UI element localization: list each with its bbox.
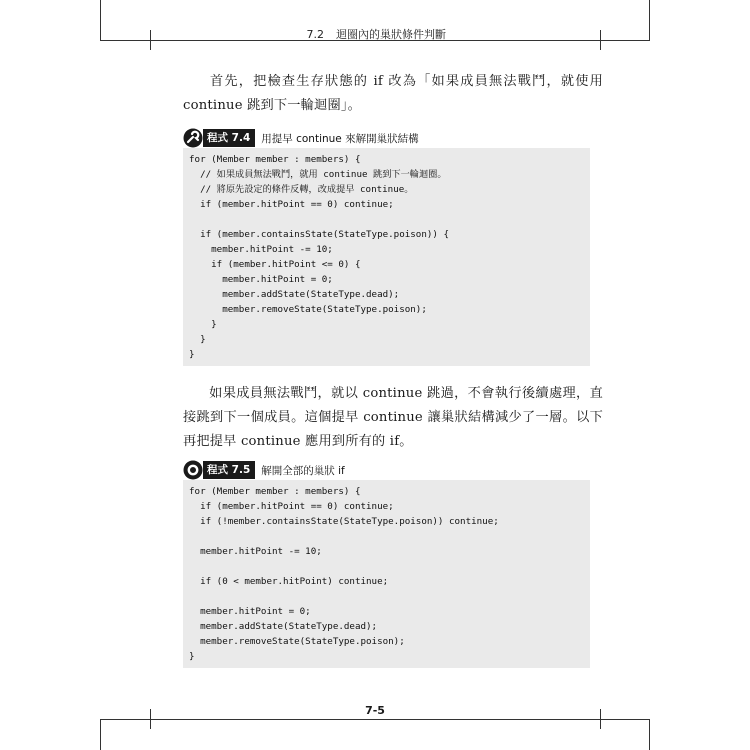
crop-mark-tl [100, 0, 101, 40]
code-line: member.hitPoint = 0; [189, 274, 333, 285]
code-line: if (!member.containsState(StateType.poison)) continue; [189, 516, 499, 527]
code-line: } [189, 334, 206, 345]
ring-icon [183, 460, 205, 480]
code-listing-7-5 [183, 480, 590, 668]
code-listing-7-4 [183, 148, 590, 366]
code-line: member.removeState(StateType.poison); [189, 636, 405, 647]
code-line: if (member.hitPoint <= 0) { [189, 259, 361, 270]
code-line: // 如果成員無法戰鬥，就用 continue 跳到下一輪迴圈。 [189, 169, 447, 180]
code-line: // 將原先設定的條件反轉，改成提早 continue。 [189, 184, 414, 195]
code-line: if (member.hitPoint == 0) continue; [189, 199, 394, 210]
listing-tag: 程式 7.4 [203, 129, 255, 147]
code-line: member.hitPoint -= 10; [189, 244, 333, 255]
crop-mark-bl [100, 719, 101, 750]
code-line: if (member.containsState(StateType.poison)) { [189, 229, 449, 240]
listing-caption: 解開全部的巢狀 if [261, 464, 345, 477]
code-line: if (member.hitPoint == 0) continue; [189, 501, 394, 512]
bottom-rule [100, 719, 650, 720]
code-line: } [189, 349, 195, 360]
section-title: 迴圈內的巢狀條件判斷 [336, 28, 446, 41]
listing-7-4-heading [183, 128, 419, 148]
page-number: 7-5 [365, 704, 385, 717]
wrench-icon [183, 128, 205, 148]
code-line [189, 212, 590, 227]
code-line: } [189, 319, 217, 330]
running-header [307, 26, 447, 42]
code-line: } [189, 651, 195, 662]
code-line: member.removeState(StateType.poison); [189, 304, 427, 315]
listing-tag: 程式 7.5 [203, 461, 255, 479]
code-line: member.hitPoint = 0; [189, 606, 311, 617]
section-number: 7.2 [306, 28, 324, 41]
crop-mark-br [649, 719, 650, 750]
code-line: member.addState(StateType.dead); [189, 289, 400, 300]
code-line: for (Member member : members) { [189, 486, 361, 497]
code-line: member.hitPoint -= 10; [189, 546, 322, 557]
crop-tick-tr [600, 30, 601, 50]
code-line: for (Member member : members) { [189, 154, 361, 165]
code-line [189, 529, 590, 544]
crop-tick-tl [150, 30, 151, 50]
code-line [189, 589, 590, 604]
body-paragraph-1: 首先，把檢查生存狀態的 if 改為「如果成員無法戰鬥，就使用 continue 跳到下一輪迴圈」。 [183, 74, 603, 113]
code-line: member.addState(StateType.dead); [189, 621, 378, 632]
code-line [189, 559, 590, 574]
code-line: if (0 < member.hitPoint) continue; [189, 576, 389, 587]
crop-mark-tr [649, 0, 650, 40]
listing-caption: 用提早 continue 來解開巢狀結構 [261, 132, 419, 145]
listing-7-5-heading [183, 460, 345, 480]
body-paragraph-2: 如果成員無法戰鬥，就以 continue 跳過，不會執行後續處理，直接跳到下一個成員。這個提早 continue 讓巢狀結構減少了一層。以下再把提早 continue 應用到所有的 if。 [183, 386, 603, 449]
